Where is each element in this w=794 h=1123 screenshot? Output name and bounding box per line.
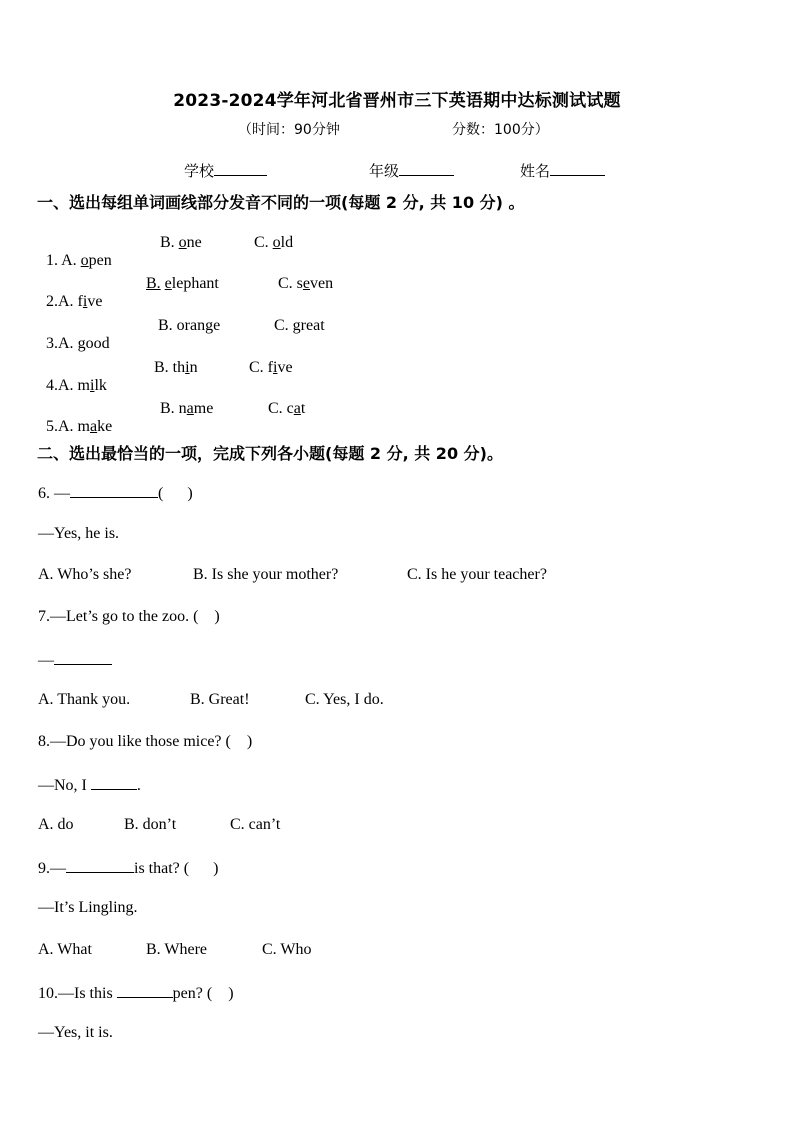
question-1: 1. A. open bbox=[46, 252, 112, 269]
section2-heading: 二、选出最恰当的一项，完成下列各小题(每题 2 分, 共 20 分)。 bbox=[37, 444, 503, 463]
grade-field[interactable] bbox=[369, 160, 454, 181]
question-2: 2.A. five bbox=[46, 293, 103, 310]
q8-option-b: B. don’t bbox=[124, 816, 177, 833]
name-label: 姓名 bbox=[520, 162, 551, 180]
q10-answer: —Yes, it is. bbox=[38, 1024, 113, 1041]
q6-blank[interactable] bbox=[70, 483, 158, 498]
q9-option-b: B. Where bbox=[146, 941, 208, 958]
question-5: 5.A. make bbox=[46, 418, 113, 435]
question-8: 8.—Do you like those mice? ( ) bbox=[38, 733, 253, 750]
q4-option-c: C. five bbox=[249, 359, 293, 376]
q5-option-c: C. cat bbox=[268, 400, 306, 417]
q6-option-b: B. Is she your mother? bbox=[193, 566, 339, 583]
q8-answer: —No, I . bbox=[38, 777, 141, 794]
q4-option-b: B. thin bbox=[154, 359, 198, 376]
section1-heading: 一、选出每组单词画线部分发音不同的一项(每题 2 分, 共 10 分) 。 bbox=[37, 193, 525, 212]
question-3: 3.A. good bbox=[46, 335, 110, 352]
q2-option-c: C. seven bbox=[278, 275, 334, 292]
grade-label: 年级 bbox=[369, 162, 400, 180]
q9-option-c: C. Who bbox=[262, 941, 312, 958]
q6-option-a: A. Who’s she? bbox=[38, 566, 132, 583]
q7-option-a: A. Thank you. bbox=[38, 691, 131, 708]
q7-option-b: B. Great! bbox=[190, 691, 250, 708]
q1-option-c: C. old bbox=[254, 234, 294, 251]
q3-option-c: C. great bbox=[274, 317, 325, 334]
question-7: 7.—Let’s go to the zoo. ( ) bbox=[38, 608, 220, 625]
q8-option-a: A. do bbox=[38, 816, 74, 833]
q1-option-b: B. one bbox=[160, 234, 202, 251]
q6-option-c: C. Is he your teacher? bbox=[407, 566, 547, 583]
question-10: 10.—Is this pen? ( ) bbox=[38, 985, 234, 1002]
q7-answer: — bbox=[38, 650, 112, 670]
question-6: 6. — ( ) bbox=[38, 485, 193, 502]
q7-option-c: C. Yes, I do. bbox=[305, 691, 384, 708]
question-4: 4.A. milk bbox=[46, 377, 107, 394]
q6-answer: —Yes, he is. bbox=[38, 525, 120, 542]
q2-option-b: B. elephant bbox=[100, 275, 219, 293]
q8-option-c: C. can’t bbox=[230, 816, 281, 833]
q3-option-b: B. orange bbox=[158, 317, 221, 334]
q9-option-a: A. What bbox=[38, 941, 92, 958]
q8-blank[interactable] bbox=[91, 775, 137, 790]
q9-answer: —It’s Lingling. bbox=[38, 899, 138, 916]
q9-blank[interactable] bbox=[66, 858, 134, 873]
q7-blank[interactable] bbox=[54, 650, 112, 665]
exam-title: 2023-2024学年河北省晋州市三下英语期中达标测试试题 bbox=[173, 91, 621, 111]
school-field[interactable] bbox=[184, 160, 267, 181]
q5-option-b: B. name bbox=[160, 400, 214, 417]
school-blank[interactable] bbox=[214, 161, 267, 176]
name-blank[interactable] bbox=[550, 161, 605, 176]
time-info: （时间：90分钟 bbox=[238, 122, 340, 138]
grade-blank[interactable] bbox=[399, 161, 454, 176]
question-9: 9.— is that? ( ) bbox=[38, 860, 219, 877]
q2-b-prefix: B. bbox=[146, 275, 161, 292]
score-info: 分数：100分） bbox=[452, 122, 549, 138]
school-label: 学校 bbox=[184, 162, 215, 180]
name-field[interactable] bbox=[520, 160, 605, 181]
q10-blank[interactable] bbox=[117, 983, 173, 998]
